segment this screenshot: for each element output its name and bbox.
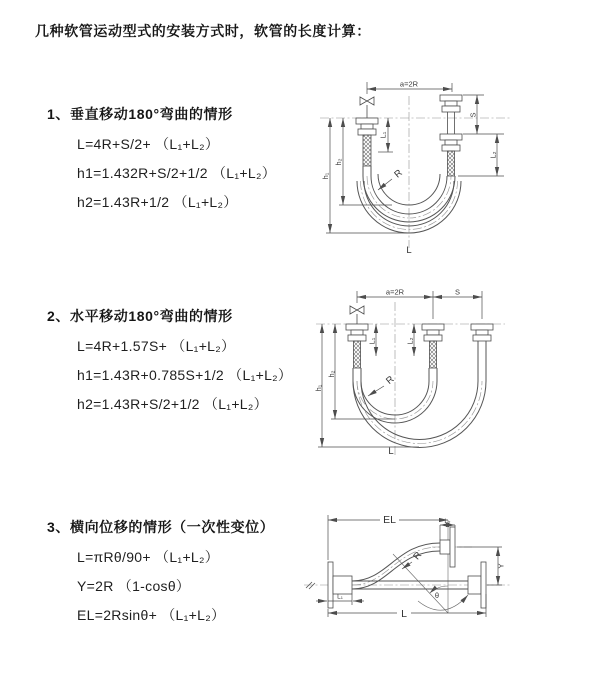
formula-h1: h1=1.43R+0.785S+1/2 （L₁+L₂） <box>77 367 293 383</box>
fitting-middle <box>422 324 444 341</box>
dim-label-l1: L₁ <box>378 131 388 139</box>
hose-arcs <box>353 341 486 448</box>
construction-lines <box>393 520 468 613</box>
section-1 <box>47 104 332 226</box>
diagram-vertical-180-bend <box>312 76 600 258</box>
dim-label-a2r: a=2R <box>385 287 405 297</box>
formula-Y: Y=2R （1-cosθ） <box>77 578 191 594</box>
dimension-lines <box>318 291 482 447</box>
dim-label-h1: h₁ <box>314 384 323 392</box>
page-title: 几种软管运动型式的安装方式时，软管的长度计算： <box>35 23 371 39</box>
section-3 <box>47 517 332 639</box>
formula-L: L=πRθ/90+ （L₁+L₂） <box>77 549 220 565</box>
dim-label-y: Y <box>496 563 506 569</box>
radius-label: R <box>392 167 405 181</box>
braid-left <box>363 135 371 166</box>
section-2-heading: 2、水平移动180°弯曲的情形 <box>47 308 233 324</box>
fitting-right <box>440 95 462 151</box>
radius-label: R <box>384 373 397 387</box>
dim-label-el: EL <box>383 514 396 526</box>
valve-icon <box>360 97 374 118</box>
dim-label-h1: h₁ <box>321 172 330 180</box>
length-label: L <box>401 608 407 620</box>
fitting-left <box>346 324 368 341</box>
formula-EL: EL=2Rsinθ+ （L₁+L₂） <box>77 607 226 623</box>
braid-middle <box>430 341 437 368</box>
dimension-lines <box>316 515 502 617</box>
valve-icon <box>350 306 364 324</box>
braid-left <box>354 341 361 368</box>
diagram-lateral-displacement <box>300 498 600 643</box>
theta-label: θ <box>434 591 440 600</box>
formula-h2: h2=1.43R+S/2+1/2 （L₁+L₂） <box>77 396 268 412</box>
section-3-heading: 3、横向位移的情形（一次性变位） <box>47 519 275 535</box>
dim-label-l2: L₂ <box>488 151 498 159</box>
formula-L: L=4R+S/2+ （L₁+L₂） <box>77 136 220 152</box>
dim-label-s: S <box>454 287 461 297</box>
fitting-right <box>471 324 493 341</box>
dim-label-a2r: a=2R <box>399 79 419 89</box>
formula-h1: h1=1.432R+S/2+1/2 （L₁+L₂） <box>77 165 277 181</box>
dim-label-l2: L₂ <box>444 518 451 525</box>
braid-right <box>448 151 455 176</box>
length-label: L <box>406 245 412 256</box>
dim-label-s: S <box>468 112 478 118</box>
dim-label-l1: L₁ <box>367 337 377 345</box>
anchor-mark <box>306 582 315 589</box>
radius-label: R <box>411 549 425 563</box>
dim-label-l1: L₁ <box>337 593 343 601</box>
dim-label-h2: h₂ <box>327 370 336 378</box>
section-1-heading: 1、垂直移动180°弯曲的情形 <box>47 106 233 122</box>
formula-L: L=4R+1.57S+ （L₁+L₂） <box>77 338 236 354</box>
dimension-lines <box>326 79 504 233</box>
fitting-left <box>356 118 378 135</box>
length-label: L <box>388 446 394 457</box>
dim-label-l2: L₂ <box>405 337 415 345</box>
section-2 <box>47 306 332 428</box>
dim-label-h2: h₂ <box>334 158 343 166</box>
formula-h2: h2=1.43R+1/2 （L₁+L₂） <box>77 194 238 210</box>
diagram-horizontal-180-bend <box>310 286 598 461</box>
